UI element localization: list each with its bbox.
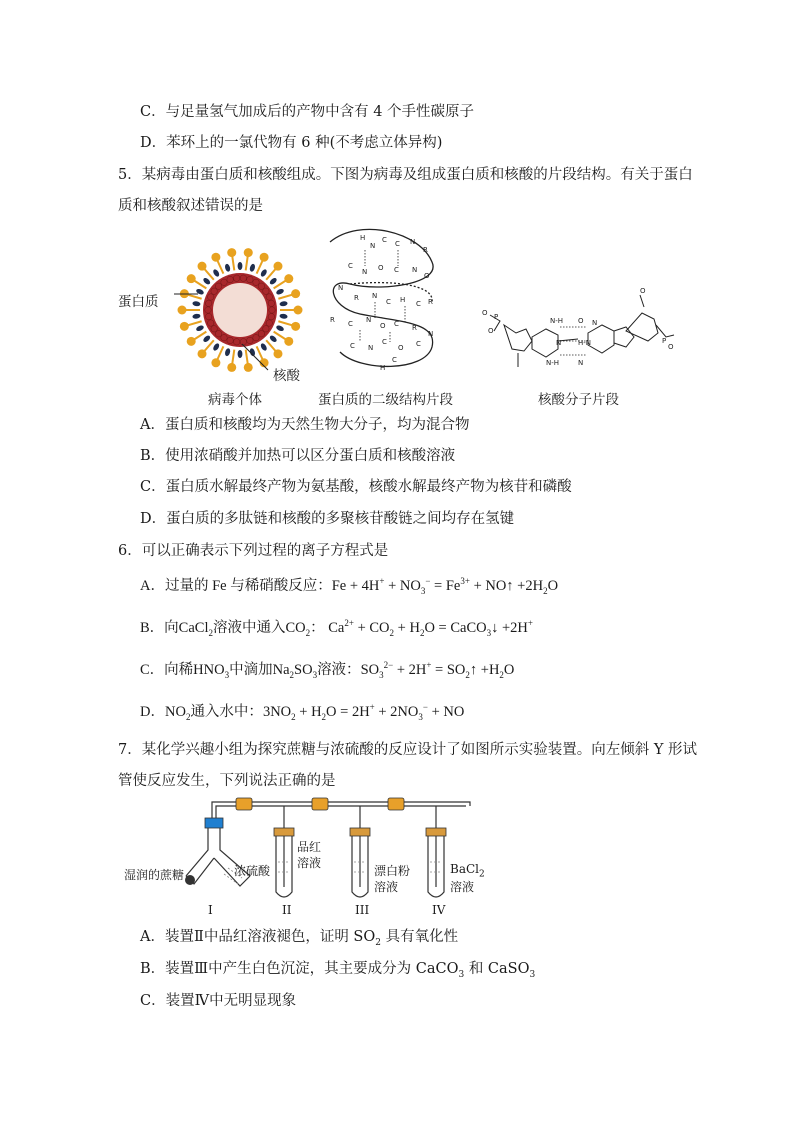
svg-text:H: H <box>380 364 386 372</box>
svg-text:N: N <box>592 319 598 327</box>
q7-option-a: A．装置Ⅱ中品红溶液褪色，证明 $SO_2$ 具有氧化性 <box>140 929 459 948</box>
svg-text:C: C <box>348 320 353 328</box>
svg-text:C: C <box>416 300 421 308</box>
svg-text:C: C <box>395 240 400 248</box>
svg-text:N: N <box>368 344 374 352</box>
label-pinhong-2: 溶液 <box>297 856 322 870</box>
caption-virus: 病毒个体 <box>208 392 262 408</box>
svg-text:O: O <box>640 287 646 295</box>
svg-text:N: N <box>372 292 378 300</box>
q5-stem-line2: 质和核酸叙述错误的是 <box>118 198 263 214</box>
svg-text:R: R <box>423 246 428 254</box>
q6-c-mid1: 中滴加 <box>229 662 273 678</box>
nucleic-acid-figure <box>480 285 680 380</box>
svg-text:R: R <box>354 294 359 302</box>
label-nucleic: 核酸 <box>273 368 300 384</box>
label-protein: 蛋白质 <box>118 294 159 310</box>
svg-text:C: C <box>382 236 387 244</box>
svg-text:C: C <box>392 356 397 364</box>
svg-text:R: R <box>412 324 417 332</box>
svg-text:C: C <box>386 298 391 306</box>
q6-d-mid: 通入水中： <box>190 704 263 720</box>
svg-text:N: N <box>428 330 434 338</box>
label-bleach-1: 漂白粉 <box>374 864 411 878</box>
svg-text:N: N <box>556 339 562 347</box>
caption-protein: 蛋白质的二级结构片段 <box>318 392 453 408</box>
svg-text:N: N <box>410 238 416 246</box>
q7-b-part1: B．装置Ⅲ中产生白色沉淀，其主要成分为 CaCO <box>140 961 459 977</box>
svg-text:H: H <box>360 234 366 242</box>
roman-3: III <box>355 903 370 917</box>
svg-text:O: O <box>668 343 674 351</box>
q6-d-prefix: D． <box>140 704 165 720</box>
q6-c-prefix: C．向稀 <box>140 662 194 678</box>
q6-option-d: D．$NO_2$通入水中：$3NO_2 + H_2O = 2H^+ + 2NO_3^-$ + NO <box>140 702 465 722</box>
svg-text:O: O <box>578 317 584 325</box>
svg-text:H-N: H-N <box>578 339 592 347</box>
q7-option-c: C．装置Ⅳ中无明显现象 <box>140 993 297 1009</box>
q5-option-b: B．使用浓硝酸并加热可以区分蛋白质和核酸溶液 <box>140 448 456 464</box>
q7-option-b: B．装置Ⅲ中产生白色沉淀，其主要成分为 CaCO$_3$ 和 CaSO$_3$ <box>140 961 536 980</box>
svg-text:O: O <box>424 272 430 280</box>
apparatus-figure <box>180 792 480 920</box>
roman-4: IV <box>432 903 446 917</box>
svg-text:C: C <box>394 320 399 328</box>
q5-option-d: D．蛋白质的多肽链和核酸的多聚核苷酸链之间均存在氢键 <box>140 511 515 527</box>
q6-option-a: A．过量的 Fe 与稀硝酸反应：$Fe + 4H^+ + NO_3^- = Fe^{3+}$ + NO↑ $+2H_2O$ <box>140 576 559 596</box>
svg-text:H: H <box>400 296 406 304</box>
svg-text:C: C <box>382 338 387 346</box>
label-bacl2-1: BaCl <box>450 862 479 876</box>
q6-c-mid2: 溶液： <box>317 662 361 678</box>
q7-stem-line2: 管使反应发生，下列说法正确的是 <box>118 773 336 789</box>
svg-text:N: N <box>338 284 344 292</box>
q6-a-prefix: A．过量的 Fe 与稀硝酸反应： <box>140 578 332 594</box>
svg-text:N: N <box>370 242 376 250</box>
svg-text:P: P <box>494 313 499 321</box>
q7-a-part2: 具有氧化性 <box>385 929 459 945</box>
virus-figure <box>160 240 320 380</box>
q7-stem-line1: 7．某化学兴趣小组为探究蔗糖与浓硫酸的反应设计了如图所示实验装置。向左倾斜 Y 形试 <box>118 742 698 758</box>
q6-b-mid1: 溶液中通入 <box>212 620 286 636</box>
label-bacl2-2: 溶液 <box>450 880 475 894</box>
label-acid: 浓硫酸 <box>234 864 271 878</box>
svg-text:O: O <box>378 264 384 272</box>
svg-text:O: O <box>488 327 494 335</box>
q6-stem: 6．可以正确表示下列过程的离子方程式是 <box>118 543 389 559</box>
svg-text:C: C <box>348 262 353 270</box>
label-pinhong-1: 品红 <box>297 840 322 854</box>
roman-2: II <box>282 903 292 917</box>
protein-structure-figure <box>320 222 450 382</box>
svg-text:O: O <box>482 309 488 317</box>
q5-stem-line1: 5．某病毒由蛋白质和核酸组成。下图为病毒及组成蛋白质和核酸的片段结构。有关于蛋白 <box>118 167 693 183</box>
svg-text:C: C <box>350 342 355 350</box>
q5-option-c: C．蛋白质水解最终产物为氨基酸，核酸水解最终产物为核苷和磷酸 <box>140 479 572 495</box>
svg-text:O: O <box>398 344 404 352</box>
svg-text:R: R <box>330 316 335 324</box>
caption-nucleic: 核酸分子片段 <box>538 392 619 408</box>
svg-text:O: O <box>380 322 386 330</box>
svg-text:N-H: N-H <box>546 359 560 367</box>
q6-b-prefix: B．向 <box>140 620 179 636</box>
svg-text:N-H: N-H <box>550 317 564 325</box>
q6-b-mid2: ： <box>310 620 325 636</box>
q4-option-d: D．苯环上的一氯代物有 6 种(不考虑立体异构) <box>140 135 443 151</box>
roman-1: I <box>208 903 213 917</box>
q5-option-a: A．蛋白质和核酸均为天然生物大分子，均为混合物 <box>140 417 470 433</box>
q7-a-part1: A．装置Ⅱ中品红溶液褪色，证明 SO <box>140 929 376 945</box>
q7-b-part2: 和 CaSO <box>468 961 530 977</box>
svg-text:R: R <box>428 298 433 306</box>
label-bacl2: BaCl$_2$ <box>450 862 485 880</box>
svg-text:P: P <box>662 337 667 345</box>
svg-text:N: N <box>578 359 584 367</box>
label-bleach-2: 溶液 <box>374 880 399 894</box>
q6-option-b: B．向CaCl$_2$溶液中通入$CO_2$： $Ca^{2+} + CO_2 + H_2O$ = CaCO$_3$↓ +2H+ <box>140 618 533 638</box>
svg-text:N: N <box>366 316 372 324</box>
svg-text:N: N <box>362 268 368 276</box>
svg-text:C: C <box>416 340 421 348</box>
svg-text:N: N <box>412 266 418 274</box>
svg-text:C: C <box>394 266 399 274</box>
q4-option-c: C．与足量氢气加成后的产物中含有 4 个手性碳原子 <box>140 104 475 120</box>
label-sugar: 湿润的蔗糖 <box>124 868 185 882</box>
q6-option-c: C．向稀$HNO_3$中滴加$Na_2SO_3$溶液：$SO_3^{2-} + 2H^+$ = $SO_2↑ +H_2O$ <box>140 660 515 680</box>
